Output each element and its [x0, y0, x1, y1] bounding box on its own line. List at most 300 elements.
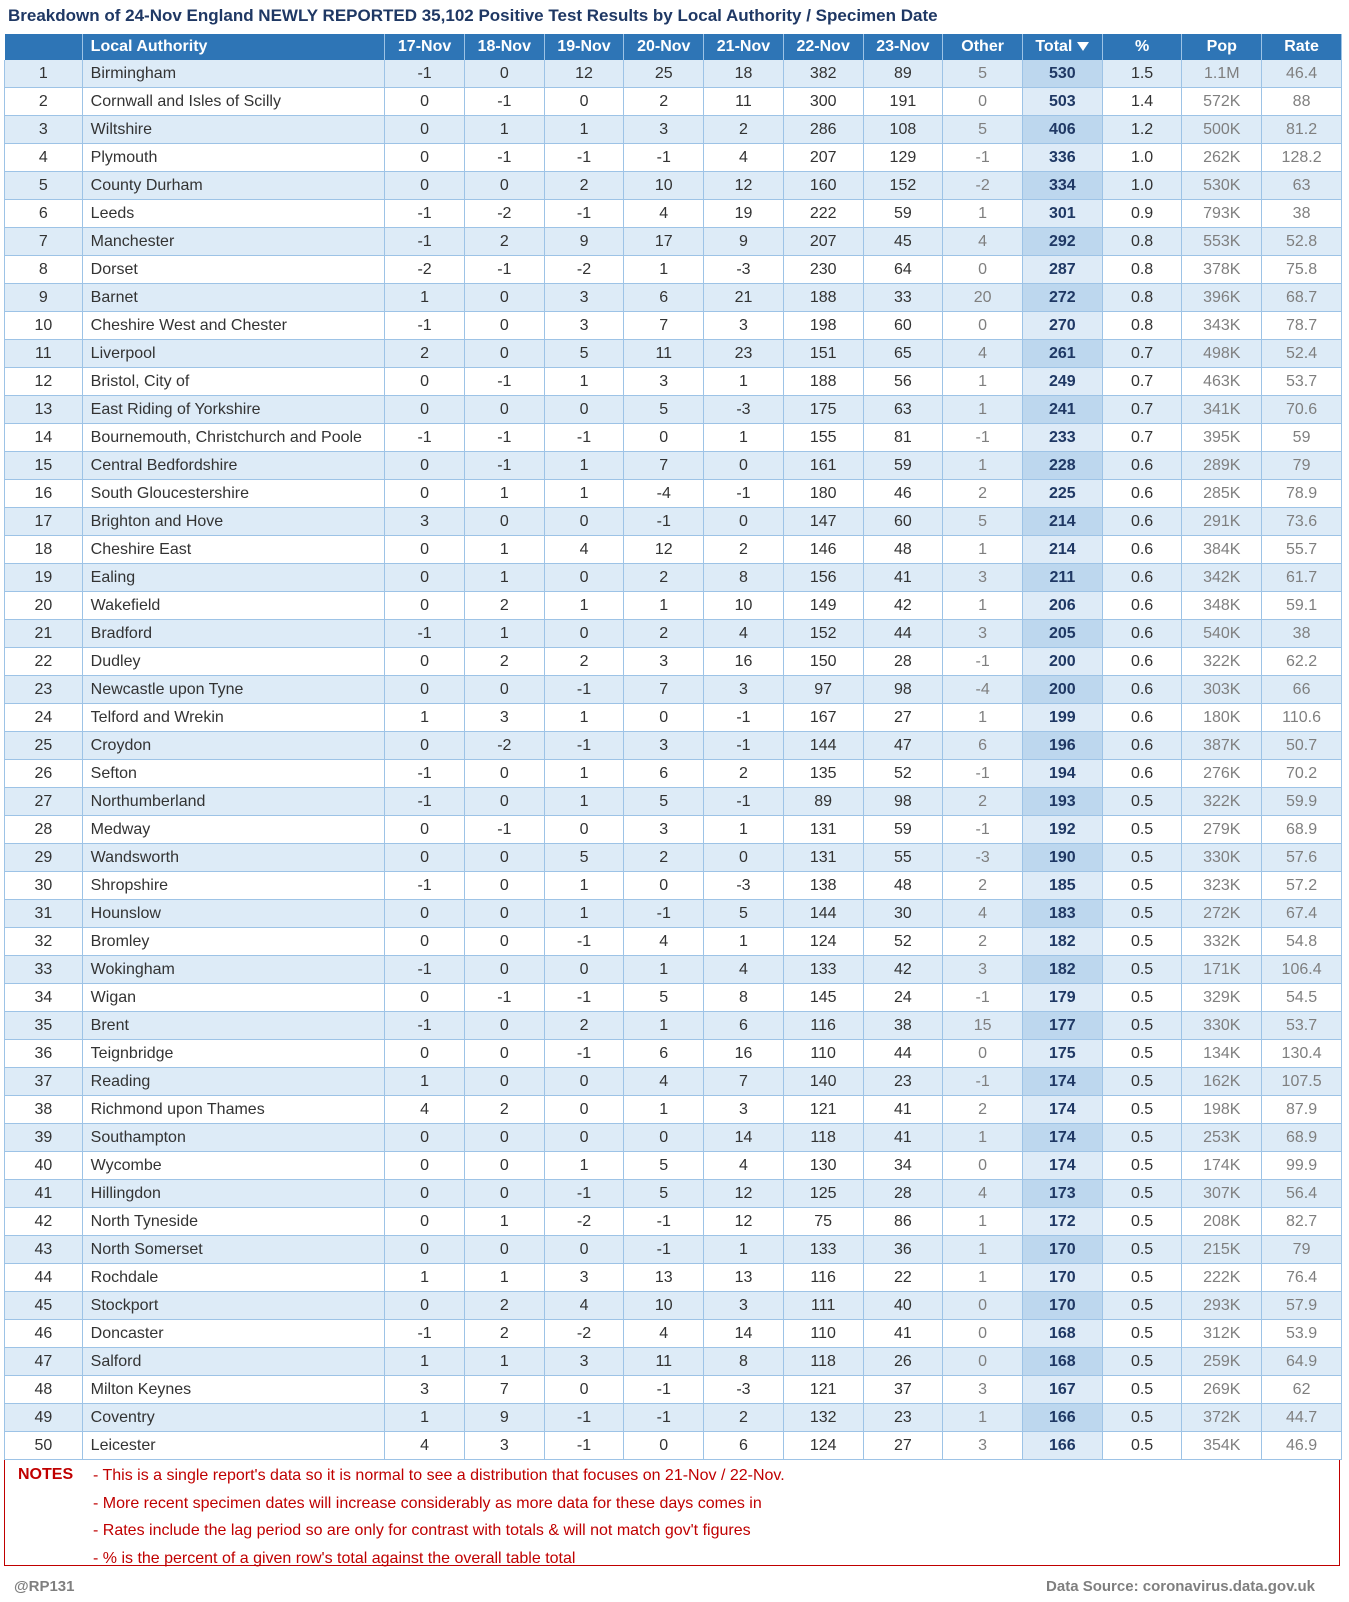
table-row	[5, 900, 1342, 928]
day-cell: 3	[624, 648, 704, 676]
pop-cell: 215K	[1182, 1236, 1262, 1264]
day-cell: 0	[464, 760, 544, 788]
rank-cell: 50	[5, 1432, 83, 1460]
percent-cell: 0.5	[1102, 1152, 1182, 1180]
rank-cell: 28	[5, 816, 83, 844]
authority-cell: Bromley	[82, 928, 385, 956]
day-cell: 1	[544, 116, 624, 144]
day-cell: 1	[624, 592, 704, 620]
day-cell: 3	[544, 284, 624, 312]
day-cell: 89	[863, 60, 943, 88]
author-handle: @RP131	[14, 1578, 75, 1595]
data-source: Data Source: coronavirus.data.gov.uk	[1046, 1578, 1315, 1595]
authority-cell: Richmond upon Thames	[82, 1096, 385, 1124]
column-header-label: 22-Nov	[796, 38, 850, 55]
table-row	[5, 312, 1342, 340]
day-cell: 3	[385, 508, 465, 536]
rate-cell: 75.8	[1262, 256, 1342, 284]
other-cell: 1	[943, 1264, 1023, 1292]
other-cell: 1	[943, 1404, 1023, 1432]
pop-cell: 395K	[1182, 424, 1262, 452]
percent-cell: 0.6	[1102, 648, 1182, 676]
day-cell: 30	[863, 900, 943, 928]
column-header-label: 21-Nov	[716, 38, 771, 55]
column-header[interactable]	[1182, 34, 1262, 60]
day-cell: 42	[863, 592, 943, 620]
day-cell: 7	[624, 676, 704, 704]
rate-cell: 57.9	[1262, 1292, 1342, 1320]
authority-cell: Brent	[82, 1012, 385, 1040]
day-cell: 12	[704, 1180, 784, 1208]
day-cell: 0	[385, 116, 465, 144]
rate-cell: 68.9	[1262, 1124, 1342, 1152]
authority-cell: Coventry	[82, 1404, 385, 1432]
column-header[interactable]	[544, 34, 624, 60]
pop-cell: 354K	[1182, 1432, 1262, 1460]
day-cell: 52	[863, 760, 943, 788]
day-cell: -1	[464, 88, 544, 116]
day-cell: 2	[385, 340, 465, 368]
day-cell: 1	[624, 1096, 704, 1124]
rate-cell: 106.4	[1262, 956, 1342, 984]
column-header[interactable]	[82, 34, 385, 60]
authority-cell: Cheshire East	[82, 536, 385, 564]
day-cell: 59	[863, 452, 943, 480]
day-cell: 129	[863, 144, 943, 172]
day-cell: -1	[385, 200, 465, 228]
day-cell: -1	[385, 60, 465, 88]
pop-cell: 553K	[1182, 228, 1262, 256]
day-cell: 130	[783, 1152, 863, 1180]
other-cell: 2	[943, 928, 1023, 956]
rank-cell: 25	[5, 732, 83, 760]
table-row	[5, 648, 1342, 676]
day-cell: 2	[624, 620, 704, 648]
column-header[interactable]	[943, 34, 1023, 60]
table-row	[5, 480, 1342, 508]
rate-cell: 79	[1262, 1236, 1342, 1264]
day-cell: 16	[704, 1040, 784, 1068]
day-cell: 0	[385, 396, 465, 424]
rate-cell: 62	[1262, 1376, 1342, 1404]
other-cell: 4	[943, 1180, 1023, 1208]
column-header[interactable]	[624, 34, 704, 60]
total-cell: 225	[1022, 480, 1102, 508]
pop-cell: 259K	[1182, 1348, 1262, 1376]
other-cell: 0	[943, 312, 1023, 340]
day-cell: 161	[783, 452, 863, 480]
rank-cell: 15	[5, 452, 83, 480]
other-cell: 1	[943, 396, 1023, 424]
day-cell: -1	[544, 984, 624, 1012]
table-row	[5, 452, 1342, 480]
other-cell: 3	[943, 1376, 1023, 1404]
rank-cell: 40	[5, 1152, 83, 1180]
day-cell: 2	[624, 844, 704, 872]
total-cell: 190	[1022, 844, 1102, 872]
rate-cell: 70.6	[1262, 396, 1342, 424]
day-cell: -1	[704, 480, 784, 508]
day-cell: 64	[863, 256, 943, 284]
total-cell: 193	[1022, 788, 1102, 816]
table-row	[5, 200, 1342, 228]
day-cell: -1	[385, 788, 465, 816]
day-cell: 1	[385, 1068, 465, 1096]
day-cell: 0	[544, 564, 624, 592]
day-cell: 1	[544, 704, 624, 732]
rate-cell: 46.4	[1262, 60, 1342, 88]
day-cell: 0	[385, 1152, 465, 1180]
pop-cell: 348K	[1182, 592, 1262, 620]
day-cell: 1	[704, 816, 784, 844]
day-cell: 156	[783, 564, 863, 592]
day-cell: 40	[863, 1292, 943, 1320]
table-row	[5, 1096, 1342, 1124]
percent-cell: 0.5	[1102, 1264, 1182, 1292]
day-cell: -1	[624, 900, 704, 928]
column-header[interactable]	[704, 34, 784, 60]
other-cell: -1	[943, 648, 1023, 676]
rate-cell: 99.9	[1262, 1152, 1342, 1180]
authority-cell: Birmingham	[82, 60, 385, 88]
authority-cell: Sefton	[82, 760, 385, 788]
day-cell: 44	[863, 620, 943, 648]
column-header-label: 20-Nov	[637, 38, 691, 55]
rate-cell: 73.6	[1262, 508, 1342, 536]
total-cell: 272	[1022, 284, 1102, 312]
day-cell: 5	[544, 340, 624, 368]
pop-cell: 332K	[1182, 928, 1262, 956]
other-cell: 0	[943, 1348, 1023, 1376]
percent-cell: 0.5	[1102, 900, 1182, 928]
total-cell: 167	[1022, 1376, 1102, 1404]
pop-cell: 208K	[1182, 1208, 1262, 1236]
table-row	[5, 1376, 1342, 1404]
total-cell: 182	[1022, 956, 1102, 984]
day-cell: 1	[385, 1264, 465, 1292]
day-cell: 22	[863, 1264, 943, 1292]
column-header[interactable]	[863, 34, 943, 60]
table-row	[5, 1432, 1342, 1460]
authority-cell: East Riding of Yorkshire	[82, 396, 385, 424]
day-cell: 1	[385, 1404, 465, 1432]
pop-cell: 343K	[1182, 312, 1262, 340]
day-cell: 207	[783, 144, 863, 172]
other-cell: 15	[943, 1012, 1023, 1040]
day-cell: 0	[464, 60, 544, 88]
column-header-label: Other	[961, 38, 1004, 55]
rank-cell: 48	[5, 1376, 83, 1404]
day-cell: 2	[624, 564, 704, 592]
percent-cell: 0.5	[1102, 956, 1182, 984]
table-row	[5, 844, 1342, 872]
day-cell: 10	[704, 592, 784, 620]
percent-cell: 0.5	[1102, 1348, 1182, 1376]
rate-cell: 50.7	[1262, 732, 1342, 760]
day-cell: 3	[704, 676, 784, 704]
rate-cell: 59	[1262, 424, 1342, 452]
day-cell: 7	[464, 1376, 544, 1404]
other-cell: 0	[943, 88, 1023, 116]
pop-cell: 180K	[1182, 704, 1262, 732]
day-cell: -1	[464, 984, 544, 1012]
rank-cell: 20	[5, 592, 83, 620]
day-cell: 131	[783, 816, 863, 844]
day-cell: -2	[464, 200, 544, 228]
rank-cell: 18	[5, 536, 83, 564]
day-cell: 108	[863, 116, 943, 144]
day-cell: -1	[624, 508, 704, 536]
total-cell: 174	[1022, 1096, 1102, 1124]
rate-cell: 57.6	[1262, 844, 1342, 872]
pop-cell: 330K	[1182, 1012, 1262, 1040]
day-cell: -1	[544, 424, 624, 452]
pop-cell: 463K	[1182, 368, 1262, 396]
authority-cell: Leeds	[82, 200, 385, 228]
day-cell: 12	[624, 536, 704, 564]
day-cell: -1	[624, 1376, 704, 1404]
total-cell: 214	[1022, 508, 1102, 536]
percent-cell: 0.5	[1102, 1040, 1182, 1068]
day-cell: 167	[783, 704, 863, 732]
rate-cell: 53.9	[1262, 1320, 1342, 1348]
day-cell: 118	[783, 1124, 863, 1152]
day-cell: 0	[385, 592, 465, 620]
rank-cell: 13	[5, 396, 83, 424]
day-cell: 7	[704, 1068, 784, 1096]
rank-cell: 22	[5, 648, 83, 676]
authority-cell: Manchester	[82, 228, 385, 256]
rate-cell: 66	[1262, 676, 1342, 704]
authority-cell: Bradford	[82, 620, 385, 648]
day-cell: 12	[704, 1208, 784, 1236]
day-cell: 59	[863, 200, 943, 228]
percent-cell: 0.5	[1102, 1236, 1182, 1264]
day-cell: 2	[704, 760, 784, 788]
day-cell: 4	[385, 1432, 465, 1460]
day-cell: 4	[624, 1068, 704, 1096]
table-row	[5, 592, 1342, 620]
rate-cell: 107.5	[1262, 1068, 1342, 1096]
day-cell: 0	[464, 788, 544, 816]
day-cell: 33	[863, 284, 943, 312]
table-row	[5, 1152, 1342, 1180]
day-cell: 1	[464, 536, 544, 564]
column-header[interactable]	[1102, 34, 1182, 60]
pop-cell: 341K	[1182, 396, 1262, 424]
pop-cell: 330K	[1182, 844, 1262, 872]
table-row	[5, 424, 1342, 452]
day-cell: 0	[624, 1124, 704, 1152]
day-cell: 6	[704, 1432, 784, 1460]
pop-cell: 329K	[1182, 984, 1262, 1012]
day-cell: 150	[783, 648, 863, 676]
authority-cell: County Durham	[82, 172, 385, 200]
rank-cell: 36	[5, 1040, 83, 1068]
day-cell: 191	[863, 88, 943, 116]
day-cell: -1	[624, 1208, 704, 1236]
sort-descending-icon[interactable]	[1077, 42, 1089, 51]
authority-cell: Leicester	[82, 1432, 385, 1460]
rank-cell: 37	[5, 1068, 83, 1096]
day-cell: 4	[624, 200, 704, 228]
day-cell: 4	[624, 928, 704, 956]
day-cell: 13	[704, 1264, 784, 1292]
rank-cell: 49	[5, 1404, 83, 1432]
rate-cell: 55.7	[1262, 536, 1342, 564]
rate-cell: 67.4	[1262, 900, 1342, 928]
day-cell: 44	[863, 1040, 943, 1068]
rate-cell: 61.7	[1262, 564, 1342, 592]
day-cell: 2	[624, 88, 704, 116]
other-cell: 0	[943, 1320, 1023, 1348]
day-cell: 6	[624, 1040, 704, 1068]
rate-cell: 128.2	[1262, 144, 1342, 172]
column-header[interactable]	[1262, 34, 1342, 60]
table-row	[5, 1348, 1342, 1376]
rate-cell: 78.9	[1262, 480, 1342, 508]
total-cell: 334	[1022, 172, 1102, 200]
day-cell: 155	[783, 424, 863, 452]
rank-cell: 2	[5, 88, 83, 116]
rate-cell: 68.9	[1262, 816, 1342, 844]
authority-cell: Wycombe	[82, 1152, 385, 1180]
day-cell: 11	[624, 340, 704, 368]
day-cell: 0	[385, 1180, 465, 1208]
rank-cell: 14	[5, 424, 83, 452]
day-cell: 3	[624, 816, 704, 844]
percent-cell: 0.8	[1102, 228, 1182, 256]
day-cell: 151	[783, 340, 863, 368]
total-cell: 270	[1022, 312, 1102, 340]
day-cell: -1	[544, 1040, 624, 1068]
pop-cell: 307K	[1182, 1180, 1262, 1208]
percent-cell: 0.8	[1102, 312, 1182, 340]
column-header-label: Local Authority	[90, 38, 208, 55]
percent-cell: 0.6	[1102, 620, 1182, 648]
column-header[interactable]	[464, 34, 544, 60]
page-title: Breakdown of 24-Nov England NEWLY REPORTED 35,102 Positive Test Results by Local Authority / Specimen Date	[8, 6, 938, 25]
day-cell: 286	[783, 116, 863, 144]
day-cell: 3	[544, 312, 624, 340]
pop-cell: 322K	[1182, 788, 1262, 816]
column-header[interactable]	[783, 34, 863, 60]
total-cell: 182	[1022, 928, 1102, 956]
authority-cell: Bristol, City of	[82, 368, 385, 396]
percent-cell: 0.5	[1102, 788, 1182, 816]
day-cell: 0	[624, 424, 704, 452]
day-cell: 0	[544, 1376, 624, 1404]
day-cell: 0	[385, 1124, 465, 1152]
day-cell: 5	[624, 1152, 704, 1180]
pop-cell: 387K	[1182, 732, 1262, 760]
day-cell: 5	[624, 1180, 704, 1208]
data-table-container	[4, 34, 1342, 1566]
other-cell: 5	[943, 116, 1023, 144]
day-cell: 1	[624, 256, 704, 284]
authority-cell: Wakefield	[82, 592, 385, 620]
percent-cell: 0.6	[1102, 480, 1182, 508]
day-cell: 5	[544, 844, 624, 872]
day-cell: 59	[863, 816, 943, 844]
column-header[interactable]	[5, 34, 83, 60]
day-cell: 5	[624, 984, 704, 1012]
day-cell: 1	[464, 116, 544, 144]
rank-cell: 39	[5, 1124, 83, 1152]
day-cell: 25	[624, 60, 704, 88]
day-cell: 6	[704, 1012, 784, 1040]
table-row	[5, 228, 1342, 256]
day-cell: 0	[624, 1432, 704, 1460]
day-cell: 0	[464, 1180, 544, 1208]
day-cell: 0	[385, 480, 465, 508]
other-cell: 2	[943, 480, 1023, 508]
other-cell: 1	[943, 592, 1023, 620]
rate-cell: 38	[1262, 620, 1342, 648]
percent-cell: 0.5	[1102, 1320, 1182, 1348]
total-cell: 241	[1022, 396, 1102, 424]
day-cell: -1	[624, 144, 704, 172]
day-cell: 0	[464, 508, 544, 536]
column-header-label: 19-Nov	[557, 38, 611, 55]
pop-cell: 342K	[1182, 564, 1262, 592]
day-cell: 75	[783, 1208, 863, 1236]
other-cell: 1	[943, 1124, 1023, 1152]
authority-cell: Cheshire West and Chester	[82, 312, 385, 340]
pop-cell: 262K	[1182, 144, 1262, 172]
day-cell: 1	[544, 452, 624, 480]
percent-cell: 0.9	[1102, 200, 1182, 228]
day-cell: 0	[544, 1124, 624, 1152]
day-cell: 0	[385, 816, 465, 844]
day-cell: 3	[624, 732, 704, 760]
day-cell: 3	[464, 1432, 544, 1460]
rank-cell: 7	[5, 228, 83, 256]
day-cell: 0	[464, 928, 544, 956]
day-cell: -1	[544, 1404, 624, 1432]
authority-cell: Barnet	[82, 284, 385, 312]
pop-cell: 291K	[1182, 508, 1262, 536]
day-cell: 2	[544, 648, 624, 676]
day-cell: 0	[464, 284, 544, 312]
rank-cell: 6	[5, 200, 83, 228]
day-cell: 28	[863, 1180, 943, 1208]
rank-cell: 12	[5, 368, 83, 396]
day-cell: 0	[385, 648, 465, 676]
column-header[interactable]	[385, 34, 465, 60]
table-row	[5, 144, 1342, 172]
total-cell: 168	[1022, 1320, 1102, 1348]
notes-label: NOTES	[18, 1466, 74, 1483]
day-cell: 27	[863, 1432, 943, 1460]
rank-cell: 31	[5, 900, 83, 928]
column-header[interactable]	[1022, 34, 1102, 60]
other-cell: 1	[943, 200, 1023, 228]
table-row	[5, 284, 1342, 312]
day-cell: 1	[704, 424, 784, 452]
other-cell: 1	[943, 368, 1023, 396]
pop-cell: 162K	[1182, 1068, 1262, 1096]
other-cell: 4	[943, 900, 1023, 928]
authority-cell: North Somerset	[82, 1236, 385, 1264]
table-row	[5, 1208, 1342, 1236]
day-cell: 3	[385, 1376, 465, 1404]
pop-cell: 285K	[1182, 480, 1262, 508]
percent-cell: 1.2	[1102, 116, 1182, 144]
authority-cell: Telford and Wrekin	[82, 704, 385, 732]
day-cell: 24	[863, 984, 943, 1012]
day-cell: 2	[704, 536, 784, 564]
